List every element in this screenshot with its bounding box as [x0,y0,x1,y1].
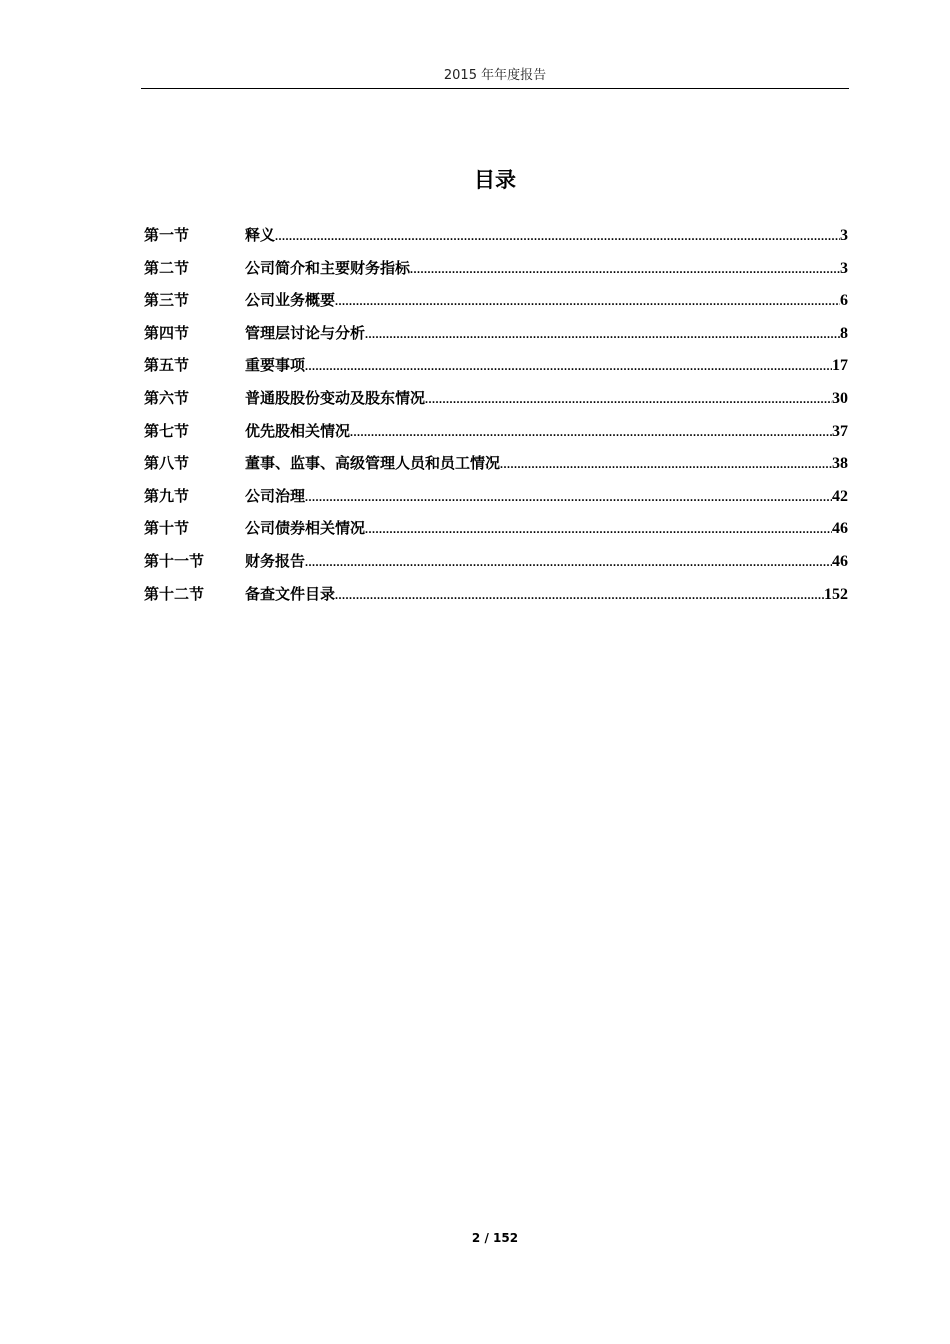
toc-entry-12[interactable] [144,580,848,613]
toc-entry-label[interactable]: 公司债券相关情况 [245,519,366,538]
toc-entry-3[interactable] [144,286,848,319]
toc-dot-leader [425,385,832,413]
toc-dot-leader [365,320,840,348]
toc-dot-leader [365,515,832,543]
toc-section-number: 第八节 [144,454,190,473]
toc-page-number[interactable]: 38 [832,455,848,473]
toc-entry-label[interactable]: 董事、监事、高级管理人员和员工情况 [245,454,501,473]
toc-entry-4[interactable] [144,319,848,352]
toc-section-number: 第七节 [144,421,190,440]
toc-entry-label[interactable]: 释义 [245,226,276,244]
toc-section-number: 第十二节 [144,584,205,603]
toc-entry-label[interactable]: 普通股股份变动及股东情况 [245,388,426,407]
toc-entry-label[interactable]: 优先股相关情况 [245,421,351,440]
toc-dot-leader [305,352,832,380]
toc-dot-leader [335,581,824,609]
header-divider [141,88,849,89]
toc-title: 目录 [474,168,516,192]
toc-page-number[interactable]: 46 [832,552,848,570]
toc-section-number: 第二节 [144,258,190,277]
toc-entry-label[interactable]: 公司业务概要 [245,291,336,310]
toc-entry-label[interactable]: 重要事项 [245,356,306,375]
toc-page-number[interactable]: 6 [840,292,848,310]
toc-page-number[interactable]: 152 [824,585,848,603]
toc-entry-label[interactable]: 公司治理 [245,486,306,505]
toc-section-number: 第五节 [144,356,190,375]
toc-entry-2[interactable] [144,254,848,287]
toc-page-number[interactable]: 37 [832,422,848,440]
toc-entry-1[interactable] [144,221,848,254]
toc-entry-label[interactable]: 公司简介和主要财务指标 [245,258,411,277]
toc-page-number[interactable]: 46 [832,520,848,538]
toc-entry-label[interactable]: 备查文件目录 [245,584,336,603]
toc-entry-5[interactable] [144,351,848,384]
toc-page-number[interactable]: 3 [840,227,848,244]
toc-section-number: 第九节 [144,486,190,505]
toc-section-number: 第六节 [144,388,190,407]
toc-entry-6[interactable] [144,384,848,417]
toc-page-number[interactable]: 3 [840,259,848,277]
toc-section-number: 第四节 [144,323,190,342]
table-of-contents [144,221,848,612]
toc-page-number[interactable]: 30 [832,389,848,407]
toc-section-number: 第十一节 [144,551,205,570]
running-header: 2015 年年度报告 [443,68,547,83]
toc-dot-leader [410,255,840,283]
toc-dot-leader [305,483,832,511]
toc-entry-label[interactable]: 财务报告 [245,551,306,570]
toc-section-number: 第一节 [144,226,190,244]
toc-dot-leader [500,450,832,478]
toc-dot-leader [305,548,832,576]
toc-entry-11[interactable] [144,547,848,580]
page-number-indicator: 2 / 152 [471,1231,519,1245]
toc-page-number[interactable]: 17 [832,357,848,375]
toc-entry-7[interactable] [144,417,848,450]
toc-section-number: 第十节 [144,519,190,538]
toc-dot-leader [275,222,840,250]
toc-dot-leader [335,287,840,315]
toc-section-number: 第三节 [144,291,190,310]
toc-page-number[interactable]: 8 [840,324,848,342]
toc-entry-9[interactable] [144,482,848,515]
toc-entry-label[interactable]: 管理层讨论与分析 [245,323,366,342]
toc-entry-10[interactable] [144,514,848,547]
toc-dot-leader [350,418,832,446]
toc-entry-8[interactable] [144,449,848,482]
toc-page-number[interactable]: 42 [832,487,848,505]
